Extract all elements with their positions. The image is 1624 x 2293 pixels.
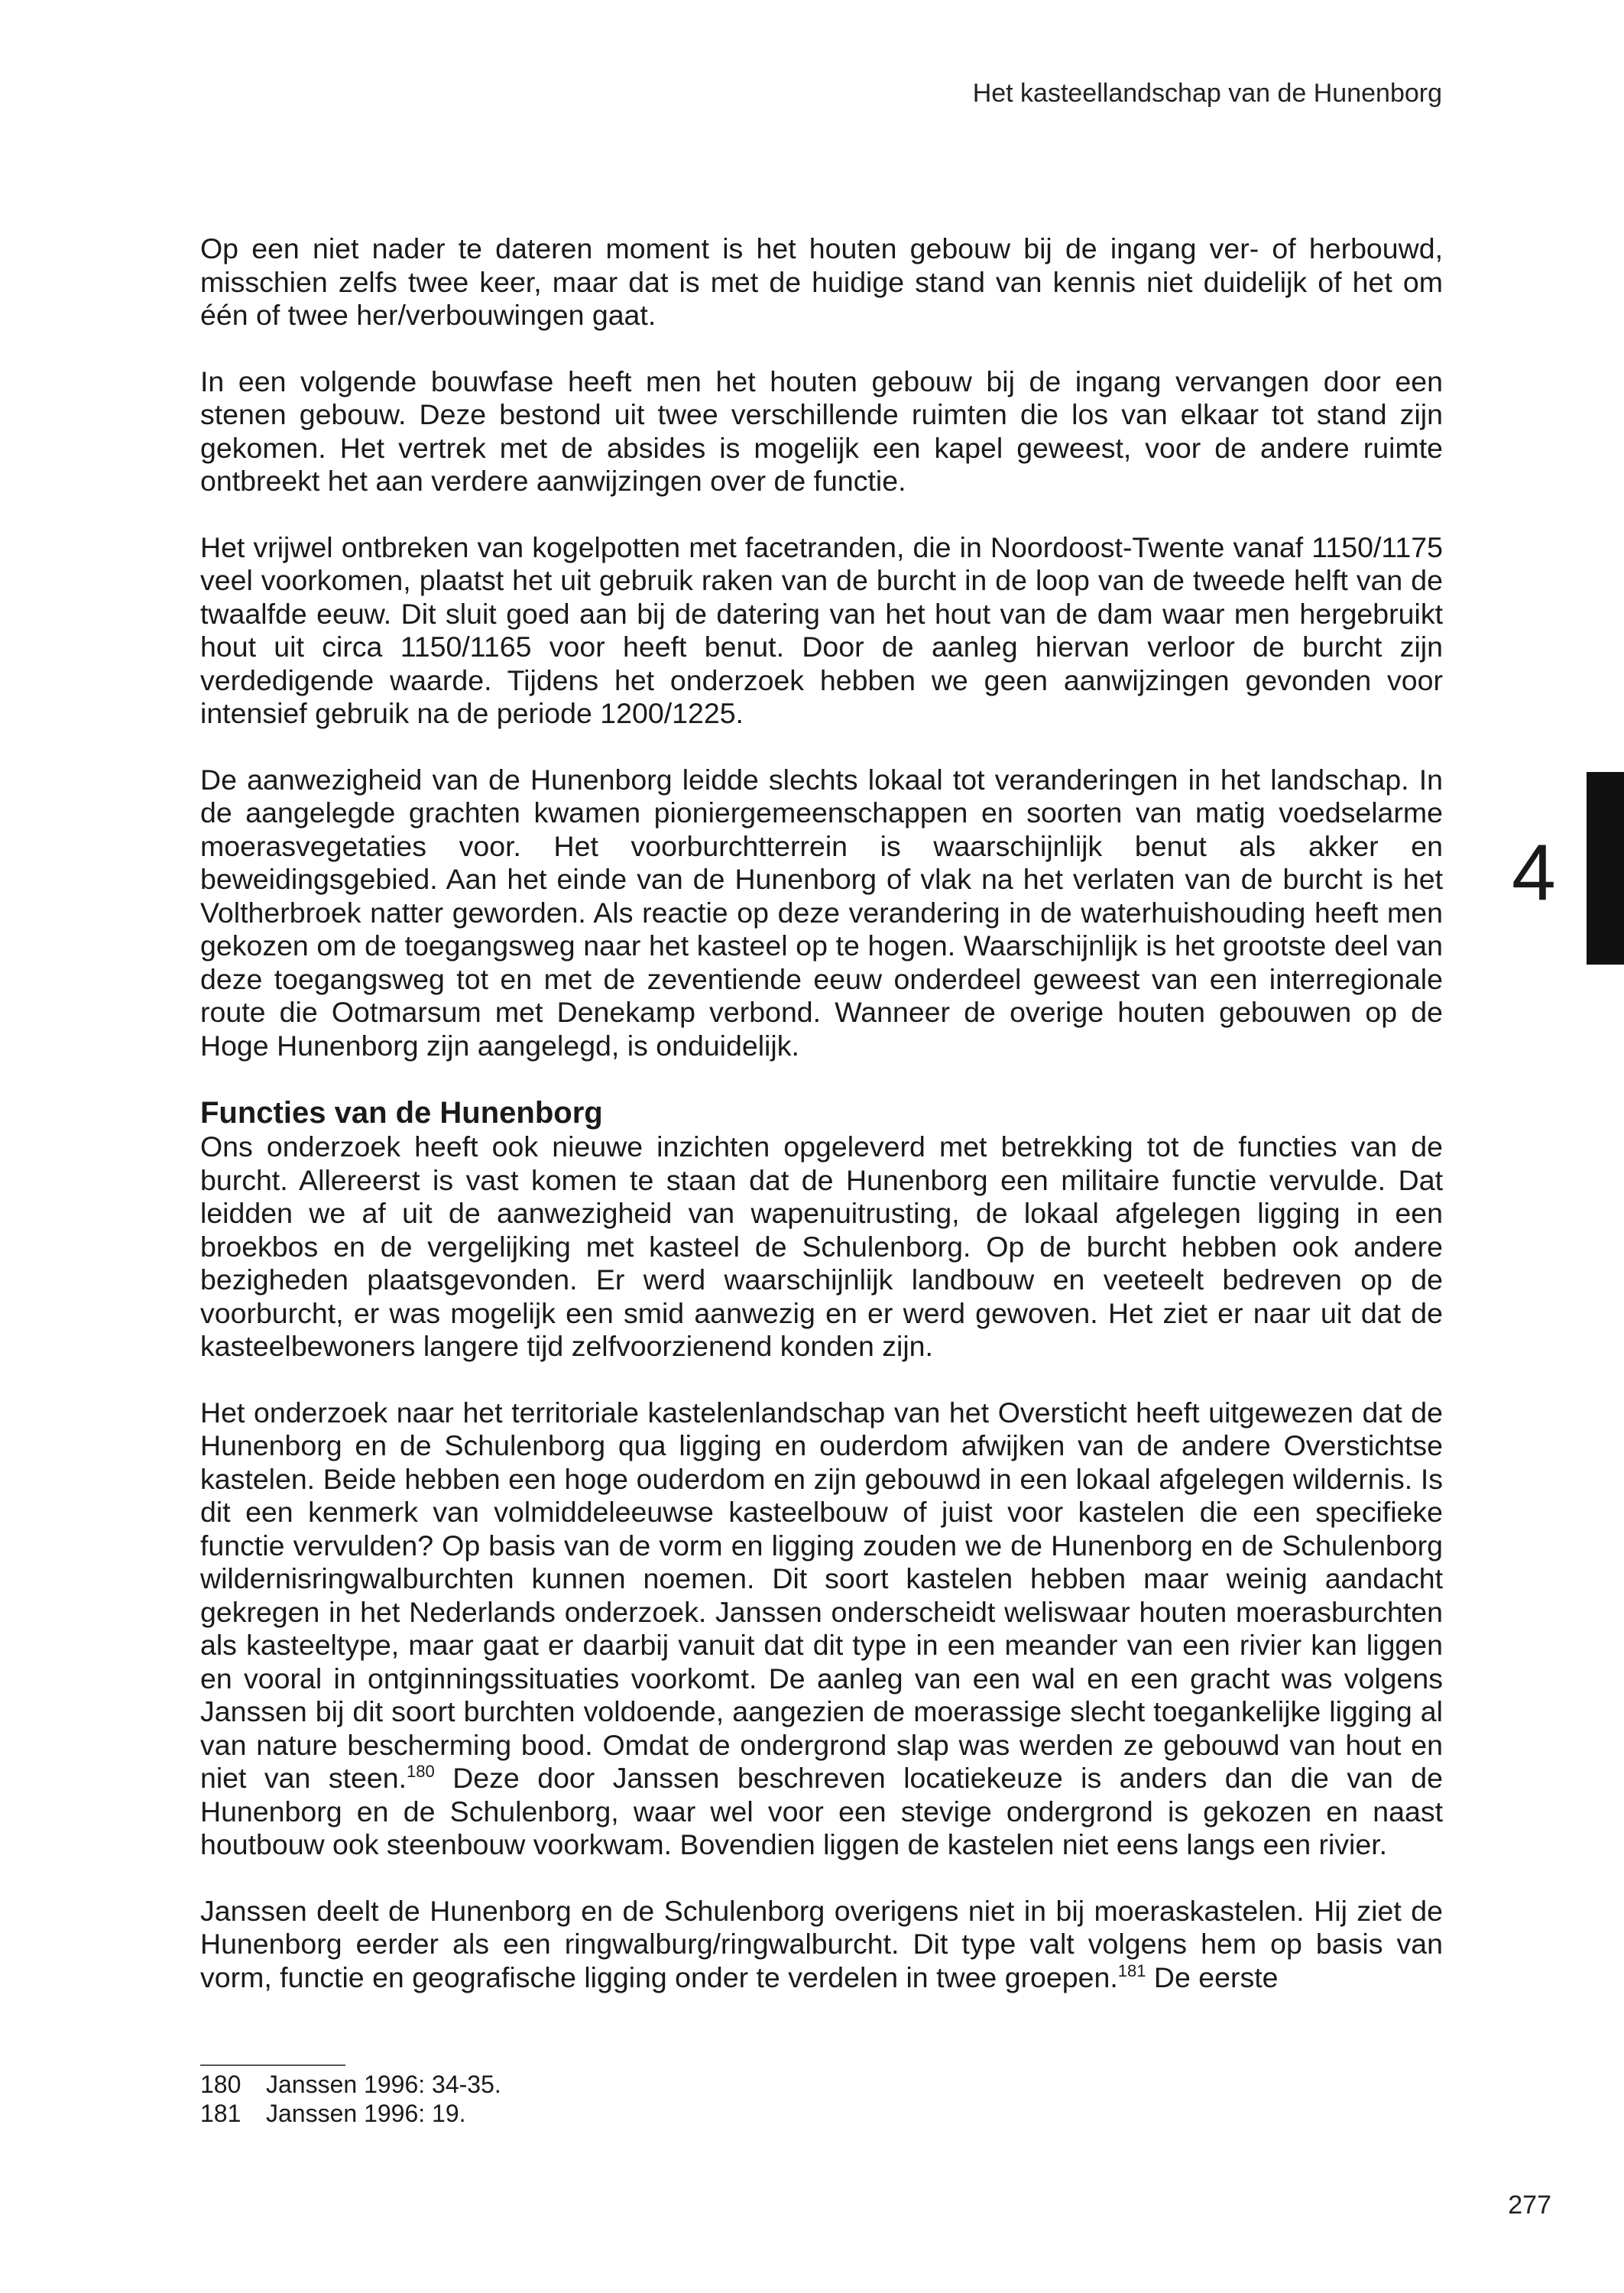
section-heading: Functies van de Hunenborg <box>200 1096 603 1130</box>
running-header: Het kasteellandschap van de Hunenborg <box>972 79 1442 108</box>
footnote-ref[interactable]: 181 <box>1117 1961 1146 1980</box>
page-number: 277 <box>1508 2191 1551 2220</box>
paragraph-text: Janssen deelt de Hunenborg en de Schulenborg overigens niet in bij moeraskastelen. Hij ziet de Hunenborg eerder als een ringwalburg/ringwalburcht. Dit type valt volgens hem op basis van vorm, functie en geografische ligging onder te verdelen in twee groepen. <box>200 1894 1443 1993</box>
paragraph: Op een niet nader te dateren moment is het houten gebouw bij de ingang ver- of herbouwd, misschien zelfs twee keer, maar dat is met de huidige stand van kennis niet duidelijk of het om één of twee her/verbouwingen gaat. <box>200 232 1443 331</box>
footnote-divider <box>200 2064 345 2066</box>
body-text <box>200 232 1443 1994</box>
paragraph <box>200 1396 1443 1862</box>
paragraph: Ons onderzoek heeft ook nieuwe inzichten opgeleverd met betrekking tot de functies van de burcht. Allereerst is vast komen te staan dat de Hunenborg een militaire functie vervulde. Dat leidden we af uit de aanwezigheid van wapenuitrusting, de lokaal afgelegen ligging in een broekbos en de vergelijking met kasteel de Schulenborg. Op de burcht hebben ook andere bezigheden plaatsgevonden. Er werd waarschijnlijk landbouw en veeteelt bedreven op de voorburcht, er was mogelijk een smid aanwezig en er werd gewoven. Het ziet er naar uit dat de kasteelbewoners langere tijd zelfvoorzienend konden zijn. <box>200 1130 1443 1362</box>
footnote-number: 180 <box>200 2071 241 2098</box>
footnote <box>200 2070 501 2099</box>
footnote-ref[interactable]: 180 <box>407 1762 435 1781</box>
footnote-number: 181 <box>200 2100 241 2127</box>
paragraph <box>200 1895 1443 1995</box>
footnote <box>200 2099 501 2128</box>
chapter-tab <box>1587 772 1624 965</box>
paragraph: Het vrijwel ontbreken van kogelpotten met facetranden, die in Noordoost-Twente vanaf 1150/1175 veel voorkomen, plaatst het uit gebruik raken van de burcht in de loop van de tweede helft van de twaalfde eeuw. Dit sluit goed aan bij de datering van het hout van de dam waar men hergebruikt hout uit circa 1150/1165 voor heeft benut. Door de aanleg hiervan verloor de burcht zijn verdedigende waarde. Tijdens het onderzoek hebben we geen aanwijzingen gevonden voor intensief gebruik na de periode 1200/1225. <box>200 530 1443 729</box>
footnote-text: Janssen 1996: 34-35. <box>266 2071 501 2098</box>
footnotes <box>200 2070 501 2128</box>
footnote-text: Janssen 1996: 19. <box>266 2100 466 2127</box>
paragraph: De aanwezigheid van de Hunenborg leidde slechts lokaal tot veranderingen in het landschap. In de aangelegde grachten kwamen pioniergemeenschappen en soorten van matig voedselarme moerasvegetaties voor. Het voorburchtterrein is waarschijnlijk benut als akker en beweidingsgebied. Aan het einde van de Hunenborg of vlak na het verlaten van de burcht is het Voltherbroek natter geworden. Als reactie op deze verandering in de waterhuishouding heeft men gekozen om de toegangsweg naar het kasteel op te hogen. Waarschijnlijk is het grootste deel van deze toegangsweg tot en met de zeventiende eeuw onderdeel geweest van een interregionale route die Ootmarsum met Denekamp verbond. Wanneer de overige houten gebouwen op de Hoge Hunenborg zijn aangelegd, is onduidelijk. <box>200 763 1443 1062</box>
paragraph-text: Deze door Janssen beschreven locatiekeuze is anders dan die van de Hunenborg en de Schulenborg, waar wel voor een stevige ondergrond is gekozen en naast houtbouw ook steenbouw voorkwam. Bovendien liggen de kastelen niet eens langs een rivier. <box>200 1762 1443 1860</box>
paragraph-text: Het onderzoek naar het territoriale kastelenlandschap van het Oversticht heeft uitgewezen dat de Hunenborg en de Schulenborg qua ligging en ouderdom afwijken van de andere Overstichtse kastelen. Beide hebben een hoge ouderdom en zijn gebouwd in een lokaal afgelegen wildernis. Is dit een kenmerk van volmiddeleeuwse kasteelbouw of juist voor kastelen die een specifieke functie vervulden? Op basis van de vorm en ligging zouden we de Hunenborg en de Schulenborg wildernisringwalburchten kunnen noemen. Dit soort kastelen hebben maar weinig aandacht gekregen in het Nederlands onderzoek. Janssen onderscheidt weliswaar houten moerasburchten als kasteeltype, maar gaat er daarbij vanuit dat dit type in een meander van een rivier kan liggen en vooral in ontginningssituaties voorkomt. De aanleg van een wal en een gracht was volgens Janssen bij dit soort burchten voldoende, aangezien de moerassige slecht toegankelijke ligging al van nature bescherming bood. Omdat de ondergrond slap was werden ze gebouwd van hout en niet van steen. <box>200 1396 1443 1794</box>
paragraph: In een volgende bouwfase heeft men het houten gebouw bij de ingang vervangen door een stenen gebouw. Deze bestond uit twee verschillende ruimten die los van elkaar tot stand zijn gekomen. Het vertrek met de absides is mogelijk een kapel geweest, voor de andere ruimte ontbreekt het aan verdere aanwijzingen over de functie. <box>200 365 1443 497</box>
chapter-number: 4 <box>1512 829 1556 917</box>
paragraph-text: De eerste <box>1146 1961 1279 1993</box>
